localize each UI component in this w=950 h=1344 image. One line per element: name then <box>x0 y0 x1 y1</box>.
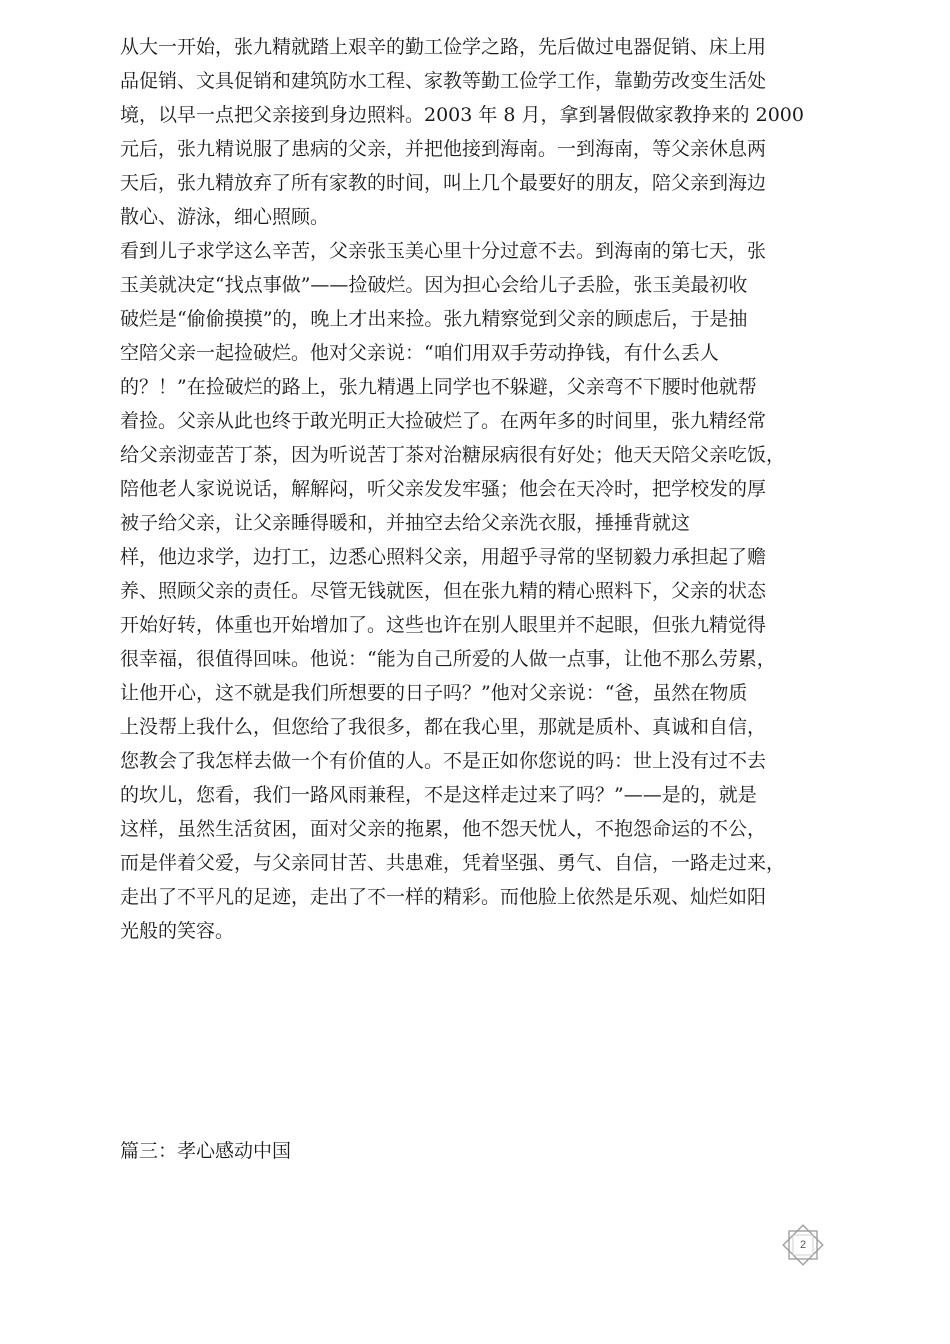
text-line: 天后，张九精放弃了所有家教的时间，叫上几个最要好的朋友，陪父亲到海边 <box>120 172 767 194</box>
text-line: 破烂是“偷偷摸摸”的，晚上才出来捡。张九精察觉到父亲的顾虑后，于是抽 <box>120 308 748 330</box>
text-line: 让他开心，这不就是我们所想要的日子吗？”他对父亲说：“爸，虽然在物质 <box>120 682 748 704</box>
text-line: 上没帮上我什么，但您给了我很多，都在我心里，那就是质朴、真诚和自信， <box>120 716 767 738</box>
text-line: 品促销、文具促销和建筑防水工程、家教等勤工俭学工作，靠勤劳改变生活处 <box>120 70 767 92</box>
text-line: 陪他老人家说说话，解解闷，听父亲发发牢骚；他会在天冷时，把学校发的厚 <box>120 478 767 500</box>
text-line: 看到儿子求学这么辛苦，父亲张玉美心里十分过意不去。到海南的第七天，张 <box>120 240 767 262</box>
text-line: 很幸福，很值得回味。他说：“能为自己所爱的人做一点事，让他不那么劳累， <box>120 648 776 670</box>
text-line: 空陪父亲一起捡破烂。他对父亲说：“咱们用双手劳动挣钱，有什么丢人 <box>120 342 719 364</box>
text-line: 散心、游泳，细心照顾。 <box>120 206 330 228</box>
text-line: 养、照顾父亲的责任。尽管无钱就医，但在张九精的精心照料下，父亲的状态 <box>120 580 767 602</box>
text-line: 着捡。父亲从此也终于敢光明正大捡破烂了。在两年多的时间里，张九精经常 <box>120 410 767 432</box>
page-number-badge <box>780 1222 826 1268</box>
text-line: 境，以早一点把父亲接到身边照料。2003 年 8 月，拿到暑假做家教挣来的 2000 <box>120 104 804 126</box>
text-line: 玉美就决定“找点事做”——捡破烂。因为担心会给儿子丢脸，张玉美最初收 <box>120 274 748 296</box>
section-heading: 篇三：孝心感动中国 <box>120 1140 292 1162</box>
text-line: 的？！”在捡破烂的路上，张九精遇上同学也不躲避，父亲弯不下腰时他就帮 <box>120 376 757 398</box>
text-line: 这样，虽然生活贫困，面对父亲的拖累，他不怨天忧人，不抱怨命运的不公， <box>120 818 767 840</box>
text-line: 走出了不平凡的足迹，走出了不一样的精彩。而他脸上依然是乐观、灿烂如阳 <box>120 886 767 908</box>
page-number: 2 <box>799 1239 807 1251</box>
text-line: 元后，张九精说服了患病的父亲，并把他接到海南。一到海南，等父亲休息两 <box>120 138 767 160</box>
text-line: 从大一开始，张九精就踏上艰辛的勤工俭学之路，先后做过电器促销、床上用 <box>120 36 767 58</box>
text-line: 被子给父亲，让父亲睡得暖和，并抽空去给父亲洗衣服，捶捶背就这 <box>120 512 691 534</box>
text-line: 样，他边求学，边打工，边悉心照料父亲，用超乎寻常的坚韧毅力承担起了赡 <box>120 546 767 568</box>
text-line: 的坎儿，您看，我们一路风雨兼程，不是这样走过来了吗？”——是的，就是 <box>120 784 757 806</box>
text-line: 光般的笑容。 <box>120 920 235 942</box>
text-line: 而是伴着父爱，与父亲同甘苦、共患难，凭着坚强、勇气、自信，一路走过来， <box>120 852 786 874</box>
text-line: 给父亲沏壶苦丁茶，因为听说苦丁茶对治糖尿病很有好处；他天天陪父亲吃饭， <box>120 444 786 466</box>
text-line: 您教会了我怎样去做一个有价值的人。不是正如你您说的吗：世上没有过不去 <box>120 750 767 772</box>
text-line: 开始好转，体重也开始增加了。这些也许在别人眼里并不起眼，但张九精觉得 <box>120 614 767 636</box>
body-text <box>120 30 832 948</box>
